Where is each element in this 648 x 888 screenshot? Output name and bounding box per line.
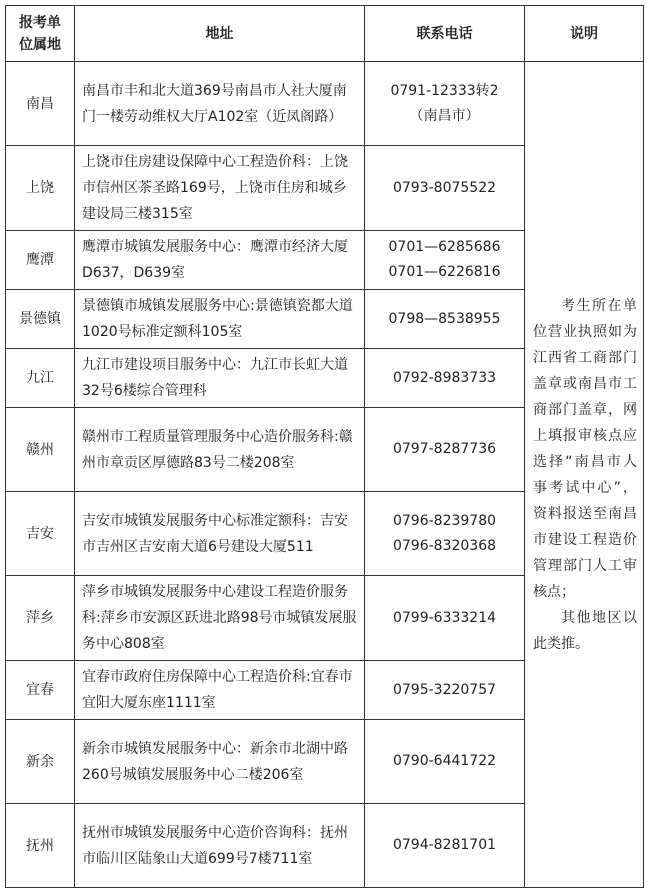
cell-address: 景德镇市城镇发展服务中心:景德镇瓷都大道1020号标准定额科105室 — [75, 290, 365, 349]
phone-number: （南昌市） — [409, 107, 480, 124]
cell-city: 上饶 — [6, 146, 75, 231]
phone-number: 0798—8538955 — [388, 310, 501, 327]
cell-address: 上饶市住房建设保障中心工程造价科：上饶市信州区茶圣路169号，上饶市住房和城乡建设局三楼315室 — [75, 146, 365, 231]
phone-number: 0796-8239780 — [392, 512, 497, 529]
cell-city: 景德镇 — [6, 290, 75, 349]
cell-address: 赣州市工程质量管理服务中心造价服务科:赣州市章贡区厚德路83号二楼208室 — [75, 408, 365, 492]
cell-phone — [365, 62, 525, 146]
cell-phone — [365, 492, 525, 576]
cell-address: 吉安市城镇发展服务中心标准定额科：吉安市吉州区吉安南大道6号建设大厦511 — [75, 492, 365, 576]
cell-phone — [365, 408, 525, 492]
cell-address: 鹰潭市城镇发展服务中心：鹰潭市经济大厦D637，D639室 — [75, 231, 365, 290]
cell-city: 宜春 — [6, 661, 75, 720]
header-phone: 联系电话 — [365, 6, 525, 62]
cell-phone — [365, 349, 525, 408]
cell-address: 新余市城镇发展服务中心：新余市北湖中路260号城镇发展服务中心二楼206室 — [75, 720, 365, 804]
cell-address: 南昌市丰和北大道369号南昌市人社大厦南门一楼劳动维权大厅A102室（近凤阁路） — [75, 62, 365, 146]
cell-city: 南昌 — [6, 62, 75, 146]
cell-phone — [365, 290, 525, 349]
cell-city: 赣州 — [6, 408, 75, 492]
phone-number: 0701—6285686 — [388, 239, 501, 255]
cell-phone — [365, 804, 525, 888]
note-paragraph: 考生所在单位营业执照如为江西省工商部门盖章或南昌市工商部门盖章，网上填报审核点应选择“南昌市人事考试中心”，资料报送至南昌市建设工程造价管理部门人工审核点； — [533, 297, 637, 600]
cell-city: 九江 — [6, 349, 75, 408]
phone-number: 0790-6441722 — [392, 753, 497, 769]
registration-offices-table — [5, 5, 644, 888]
cell-address: 萍乡市城镇发展服务中心建设工程造价服务科:萍乡市安源区跃进北路98号市城镇发展服务中心808室 — [75, 576, 365, 661]
phone-number: 0792-8983733 — [392, 369, 497, 386]
cell-city: 鹰潭 — [6, 231, 75, 290]
cell-phone — [365, 576, 525, 661]
cell-city: 萍乡 — [6, 576, 75, 661]
header-row — [6, 6, 644, 62]
phone-number: 0791-12333转2 — [390, 82, 499, 99]
phone-number: 0799-6333214 — [392, 609, 497, 626]
cell-phone — [365, 720, 525, 804]
phone-number: 0796-8320368 — [392, 537, 497, 554]
cell-city: 吉安 — [6, 492, 75, 576]
phone-number: 0797-8287736 — [392, 441, 497, 457]
cell-city: 抚州 — [6, 804, 75, 888]
cell-phone — [365, 231, 525, 290]
phone-number: 0701—6226816 — [388, 264, 501, 280]
phone-number: 0794-8281701 — [392, 837, 497, 853]
header-note: 说明 — [525, 6, 644, 62]
header-address: 地址 — [75, 6, 365, 62]
cell-note — [525, 62, 644, 888]
phone-number: 0793-8075522 — [392, 179, 497, 196]
phone-number: 0795-3220757 — [392, 681, 497, 698]
cell-address: 抚州市城镇发展服务中心造价咨询科：抚州市临川区陆象山大道699号7楼711室 — [75, 804, 365, 888]
cell-phone — [365, 146, 525, 231]
cell-phone — [365, 661, 525, 720]
cell-city: 新余 — [6, 720, 75, 804]
header-region-line2: 位属地 — [19, 36, 61, 53]
cell-address: 九江市建设项目服务中心：九江市长虹大道32号6楼综合管理科 — [75, 349, 365, 408]
header-region — [6, 6, 75, 62]
table-row — [6, 62, 644, 146]
header-region-line1: 报考单 — [19, 14, 61, 31]
note-paragraph: 其他地区以此类推。 — [533, 609, 637, 652]
cell-address: 宜春市政府住房保障中心工程造价科:宜春市宜阳大厦东座1111室 — [75, 661, 365, 720]
